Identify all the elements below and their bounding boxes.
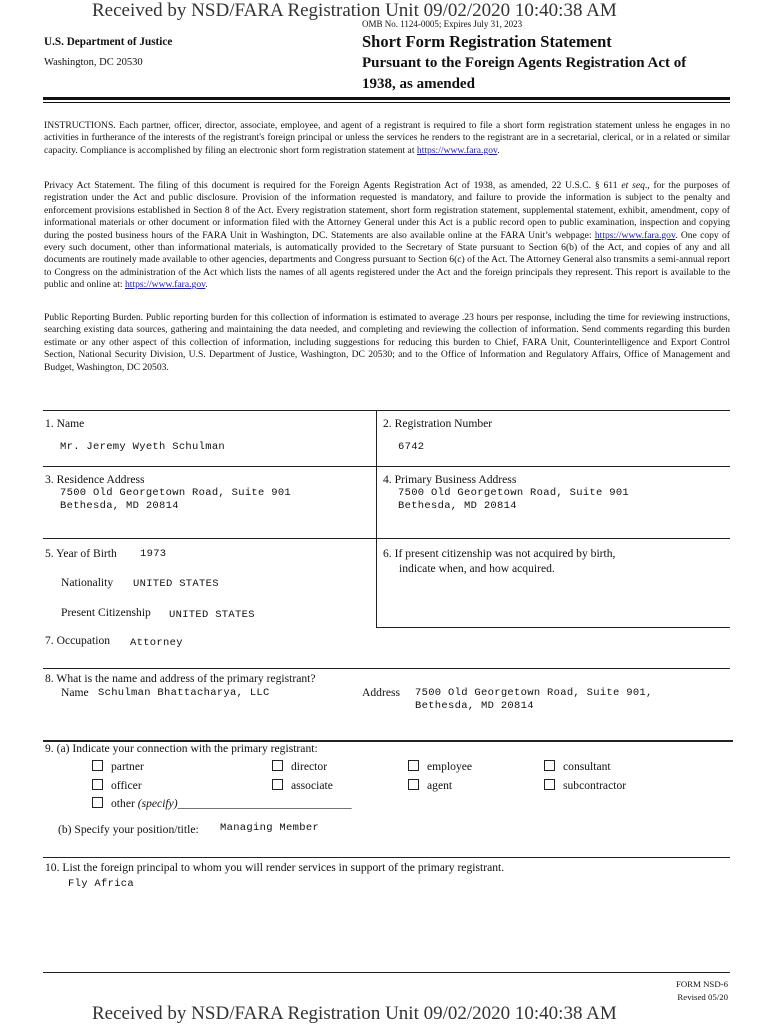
- form-rule-row6: [43, 857, 730, 858]
- header-rule-thin: [43, 102, 730, 103]
- q9-option-agent[interactable]: agent: [408, 779, 452, 792]
- q8-address-line2[interactable]: Bethesda, MD 20814: [415, 700, 534, 712]
- nationality-label: Nationality: [61, 576, 114, 589]
- instructions-block: INSTRUCTIONS. Each partner, officer, director, associate, employee, and agent of a registrant is required to file a short form registration statement unless he engages in no activities in furtherance of the interests of the registrant's foreign principal or unless the services he renders to the registrant are in a secretarial, clerical, or in a related or similar capacity. Compliance is accomplished by filing an electronic short form registration statement at https://www.fara.gov.: [44, 120, 730, 156]
- header-rule: [43, 97, 730, 100]
- q8-name-label: Name: [61, 686, 89, 699]
- burden-block: [44, 312, 730, 374]
- q6-label-line1: 6. If present citizenship was not acquired by birth,: [383, 547, 616, 560]
- q5-year-of-birth-value[interactable]: 1973: [140, 548, 167, 560]
- form-id: FORM NSD-6: [675, 979, 728, 989]
- q9-option-officer[interactable]: officer: [92, 779, 142, 792]
- q9-option-associate[interactable]: associate: [272, 779, 333, 792]
- subcontractor-checkbox[interactable]: [544, 779, 555, 790]
- nationality-value[interactable]: UNITED STATES: [133, 578, 219, 590]
- citizenship-label: Present Citizenship: [61, 606, 151, 619]
- form-bottom-rule: [43, 972, 730, 973]
- q9-option-partner[interactable]: partner: [92, 760, 144, 773]
- privacy-act-block: Privacy Act Statement. The filing of this document is required for the Foreign Agents Registration Act of 1938, as amended, 22 U.S.C. § 611 et seq., for the purposes of registration under the Act and public disclosure. Provision of the information requested is mandatory, and failure to provide the information is subject to the penalty and enforcement provisions established in Section 8 of the Act. Every registration statement, short form registration statement, supplemental statement, exhibit, amendment, copy of informational materials or other document or information filed with the Attorney General under this Act is a public record open to public examination, inspection and copying during the posted business hours of the FARA Unit in Washington, DC. Statements are also available online at the FARA Unit’s webpage: https://www.fara.gov. One copy of every such document, other than informational materials, is automatically provided to the Secretary of State pursuant to Section 6(b) of the Act, and copies of any and all documents are routinely made available to other agencies, departments and Congress pursuant to Section 6(c) of the Act. The Attorney General also transmits a semi-annual report to Congress on the administration of the Act which lists the names of all agents registered under the Act and the foreign principals they represent. This report is available to the public and online at: https://www.fara.gov.: [44, 180, 730, 291]
- burden-text: Public Reporting Burden. Public reporting burden for this collection of information is estimated to average .23 hours per response, including the time for reviewing instructions, searching existing data sources, gathering and maintaining the data needed, and completing and reviewing the collection of information. Send comments regarding this burden estimate or any other aspect of this collection of information, including suggestions for reducing this burden to Chief, FARA Unit, Counterintelligence and Export Control Section, National Security Division, U.S. Department of Justice, Washington, DC 20530; and to the Office of Information and Regulatory Affairs, Office of Management and Budget, Washington, DC 20503.: [44, 312, 730, 373]
- citizenship-value[interactable]: UNITED STATES: [169, 609, 255, 621]
- q6-label-line2: indicate when, and how acquired.: [399, 562, 555, 575]
- q9-option-other[interactable]: other (specify)______________________________: [92, 797, 352, 810]
- fara-link-instructions[interactable]: https://www.fara.gov: [416, 144, 498, 156]
- instructions-text: INSTRUCTIONS. Each partner, officer, director, associate, employee, and agent of a registrant is required to file a short form registration statement unless he engages in no activities in furtherance of the interests of the registrant's foreign principal or unless the services he renders to the registrant are in a secretarial, clerical, or in a related or similar capacity. Compliance is accomplished by filing an electronic short form registration statement at: [44, 120, 730, 156]
- form-column-divider: [376, 410, 377, 628]
- form-title-line2: Pursuant to the Foreign Agents Registration Act of: [362, 55, 687, 71]
- q9-option-subcontractor[interactable]: subcontractor: [544, 779, 626, 792]
- q3-residence-address-line1[interactable]: 7500 Old Georgetown Road, Suite 901: [60, 487, 292, 499]
- officer-checkbox[interactable]: [92, 779, 103, 790]
- other-checkbox[interactable]: [92, 797, 103, 808]
- received-stamp-top: Received by NSD/FARA Registration Unit 09/02/2020 10:40:38 AM: [92, 0, 617, 21]
- q7-occupation-value[interactable]: Attorney: [130, 637, 183, 649]
- agent-checkbox[interactable]: [408, 779, 419, 790]
- fara-link-privacy-2[interactable]: https://www.fara.gov: [125, 279, 206, 291]
- q4-label: 4. Primary Business Address: [383, 473, 517, 486]
- q2-label: 2. Registration Number: [383, 417, 493, 430]
- received-stamp-bottom: Received by NSD/FARA Registration Unit 09/02/2020 10:40:38 AM: [92, 1003, 617, 1024]
- form-revised: Revised 05/20: [677, 992, 728, 1002]
- q9-option-consultant[interactable]: consultant: [544, 760, 611, 773]
- q2-registration-number-value[interactable]: 6742: [398, 441, 425, 453]
- form-title-line1: Short Form Registration Statement: [362, 32, 612, 51]
- partner-checkbox[interactable]: [92, 760, 103, 771]
- fara-link-privacy-1[interactable]: https://www.fara.gov: [594, 229, 676, 241]
- q7-label: 7. Occupation: [45, 634, 111, 647]
- q3-residence-address-line2[interactable]: Bethesda, MD 20814: [60, 500, 179, 512]
- form-top-rule: [43, 410, 730, 411]
- q8-label: 8. What is the name and address of the primary registrant?: [45, 672, 316, 685]
- director-checkbox[interactable]: [272, 760, 283, 771]
- q9b-position-value[interactable]: Managing Member: [220, 822, 320, 834]
- q8-address-label: Address: [362, 686, 400, 699]
- q1-name-value[interactable]: Mr. Jeremy Wyeth Schulman: [60, 441, 226, 453]
- form-title-line3: 1938, as amended: [362, 76, 475, 92]
- department-city: Washington, DC 20530: [44, 57, 143, 68]
- q3-label: 3. Residence Address: [45, 473, 145, 486]
- omb-number: OMB No. 1124-0005; Expires July 31, 2023: [362, 19, 523, 29]
- q8-address-line1[interactable]: 7500 Old Georgetown Road, Suite 901,: [415, 687, 653, 699]
- associate-checkbox[interactable]: [272, 779, 283, 790]
- q9a-label: 9. (a) Indicate your connection with the primary registrant:: [45, 742, 318, 755]
- form-rule-row4: [43, 668, 730, 669]
- q4-business-address-line2[interactable]: Bethesda, MD 20814: [398, 500, 517, 512]
- q1-label: 1. Name: [45, 417, 85, 430]
- q9-option-employee[interactable]: employee: [408, 760, 472, 773]
- other-specify-blank[interactable]: ______________________________: [177, 797, 352, 810]
- form-rule-row3-right: [376, 627, 730, 628]
- q10-foreign-principal-value[interactable]: Fly Africa: [68, 878, 135, 890]
- q8-registrant-name-value[interactable]: Schulman Bhattacharya, LLC: [98, 687, 270, 699]
- q9-option-director[interactable]: director: [272, 760, 327, 773]
- q4-business-address-line1[interactable]: 7500 Old Georgetown Road, Suite 901: [398, 487, 630, 499]
- consultant-checkbox[interactable]: [544, 760, 555, 771]
- employee-checkbox[interactable]: [408, 760, 419, 771]
- form-rule-row1: [43, 466, 730, 467]
- privacy-text-1: Privacy Act Statement. The filing of this document is required for the Foreign Agents Registration Act of 1938, as amended, 22 U.S.C. § 611: [44, 180, 622, 191]
- q9b-label: (b) Specify your position/title:: [58, 823, 199, 836]
- form-rule-row2: [43, 538, 730, 539]
- q10-label: 10. List the foreign principal to whom you will render services in support of the primary registrant.: [45, 861, 505, 874]
- q5-label: 5. Year of Birth: [45, 547, 117, 560]
- department-name: U.S. Department of Justice: [44, 36, 173, 48]
